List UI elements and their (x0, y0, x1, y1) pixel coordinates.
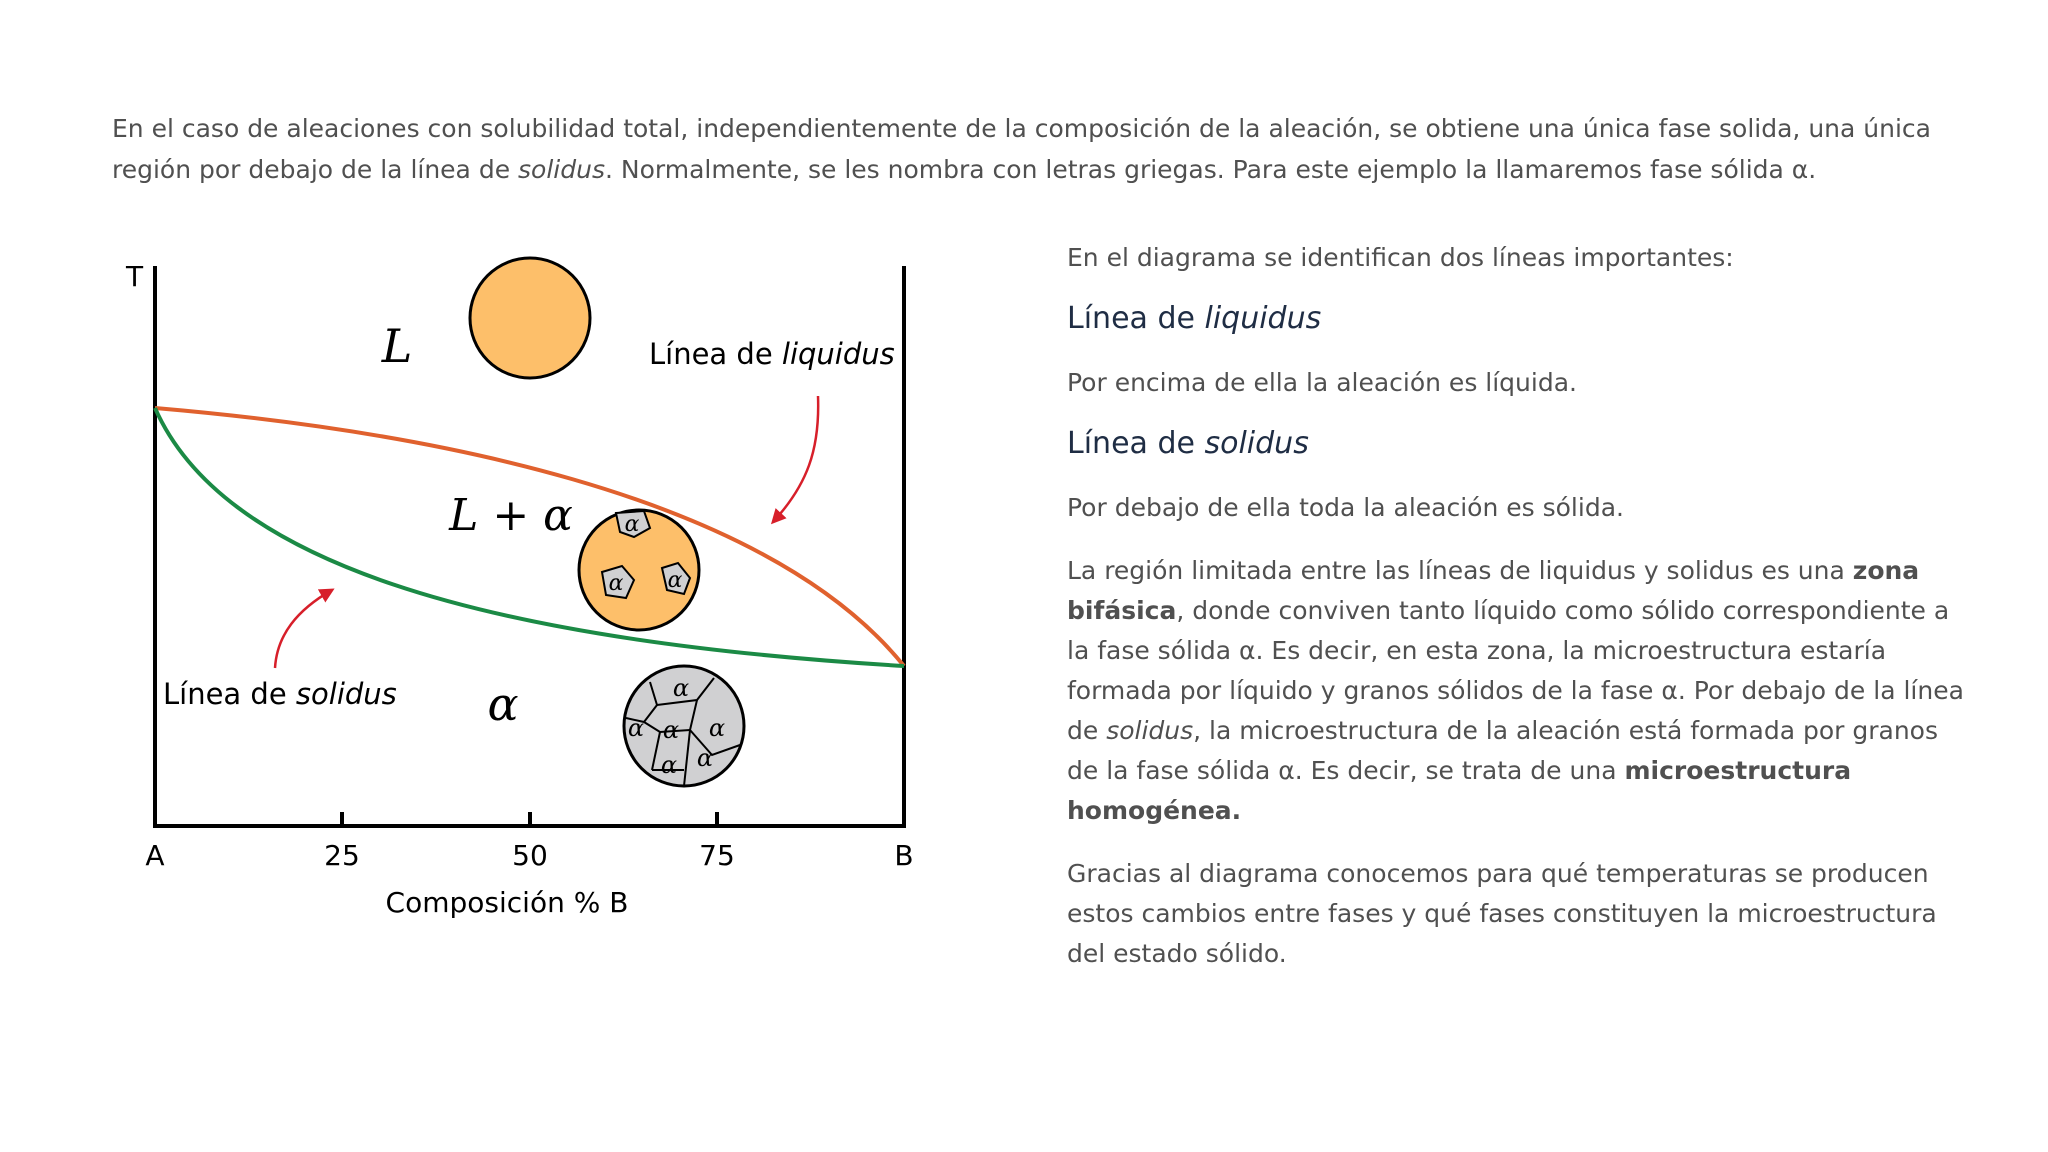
grain-alpha: α (662, 716, 680, 744)
region-solid-label: α (487, 677, 519, 731)
solidus-heading (1067, 422, 1967, 466)
para1-text-1: La región limitada entre las líneas de liquidus y solidus es una (1067, 556, 1853, 585)
x-axis-label: Composición % B (385, 886, 629, 919)
liquidus-heading-prefix: Línea de (1067, 301, 1205, 336)
explanation-column (1067, 238, 1967, 974)
liquidus-label (649, 337, 895, 371)
lead-text: En el diagrama se identifican dos líneas importantes: (1067, 243, 1734, 272)
grain-alpha: α (627, 714, 645, 742)
solidus-arrow (275, 590, 332, 668)
liquid-microstructure (470, 258, 590, 378)
zona-bifasica-bold: zona bifásica (1067, 556, 1920, 625)
grain-alpha: α (624, 512, 640, 537)
liquidus-label-prefix: Línea de (649, 337, 782, 371)
grain-alpha: α (667, 568, 683, 593)
region-liquid-label: L (381, 319, 413, 373)
phase-diagram (112, 240, 932, 934)
grain-alpha: α (696, 744, 714, 772)
solidus-label-italic: solidus (295, 677, 397, 711)
liquidus-heading-italic: liquidus (1204, 301, 1322, 336)
region-two-phase-label: L + α (449, 490, 573, 541)
tick-label-50: 50 (512, 839, 548, 872)
intro-paragraph (112, 108, 1952, 190)
conclusion-paragraph: Gracias al diagrama conocemos para qué temperaturas se producen estos cambios entre fases y qué fases constituyen la microestructura del estado sólido. (1067, 859, 1937, 968)
grain-alpha: α (660, 751, 678, 779)
grain-alpha: α (608, 571, 624, 596)
y-axis-label: T (126, 260, 144, 293)
tick-label-b: B (894, 839, 914, 872)
liquidus-text: Por encima de ella la aleación es líquida. (1067, 368, 1577, 397)
two-phase-microstructure (579, 510, 699, 630)
liquidus-label-italic: liquidus (781, 337, 895, 371)
solidus-heading-italic: solidus (1204, 426, 1309, 461)
tick-label-75: 75 (699, 839, 735, 872)
para1-text-2: , donde conviven tanto líquido como sólido correspondiente a la fase sólida α. Es decir, en esta zona, la microestructura estaría formada por líquido y granos sólidos de la fase α. Por debajo de la línea de (1067, 596, 1964, 745)
intro-solidus-italic: solidus (518, 155, 605, 184)
solidus-label-prefix: Línea de (163, 677, 296, 711)
grain-alpha: α (708, 714, 726, 742)
homogenea-bold: microestructura homogénea. (1067, 756, 1852, 825)
solid-microstructure (624, 666, 744, 786)
intro-text-2: . Normalmente, se les nombra con letras griegas. Para este ejemplo la llamaremos fase sólida α. (604, 155, 1817, 184)
solidus-label (163, 677, 397, 711)
para1-solidus-italic: solidus (1106, 716, 1194, 745)
solidus-text: Por debajo de ella toda la aleación es sólida. (1067, 493, 1624, 522)
two-phase-paragraph (1067, 551, 1967, 831)
liquidus-arrow (773, 396, 818, 522)
liquidus-heading (1067, 297, 1967, 341)
para1-text-3: , la microestructura de la aleación está formada por granos de la fase sólida α. Es decir, se trata de una (1067, 716, 1938, 785)
tick-label-a: A (145, 839, 165, 872)
tick-label-25: 25 (324, 839, 360, 872)
solidus-heading-prefix: Línea de (1067, 426, 1205, 461)
grain-alpha: α (672, 674, 690, 702)
intro-text-1: En el caso de aleaciones con solubilidad total, independientemente de la composición de la aleación, se obtiene una única fase solida, una única región por debajo de la línea de (112, 114, 1931, 184)
